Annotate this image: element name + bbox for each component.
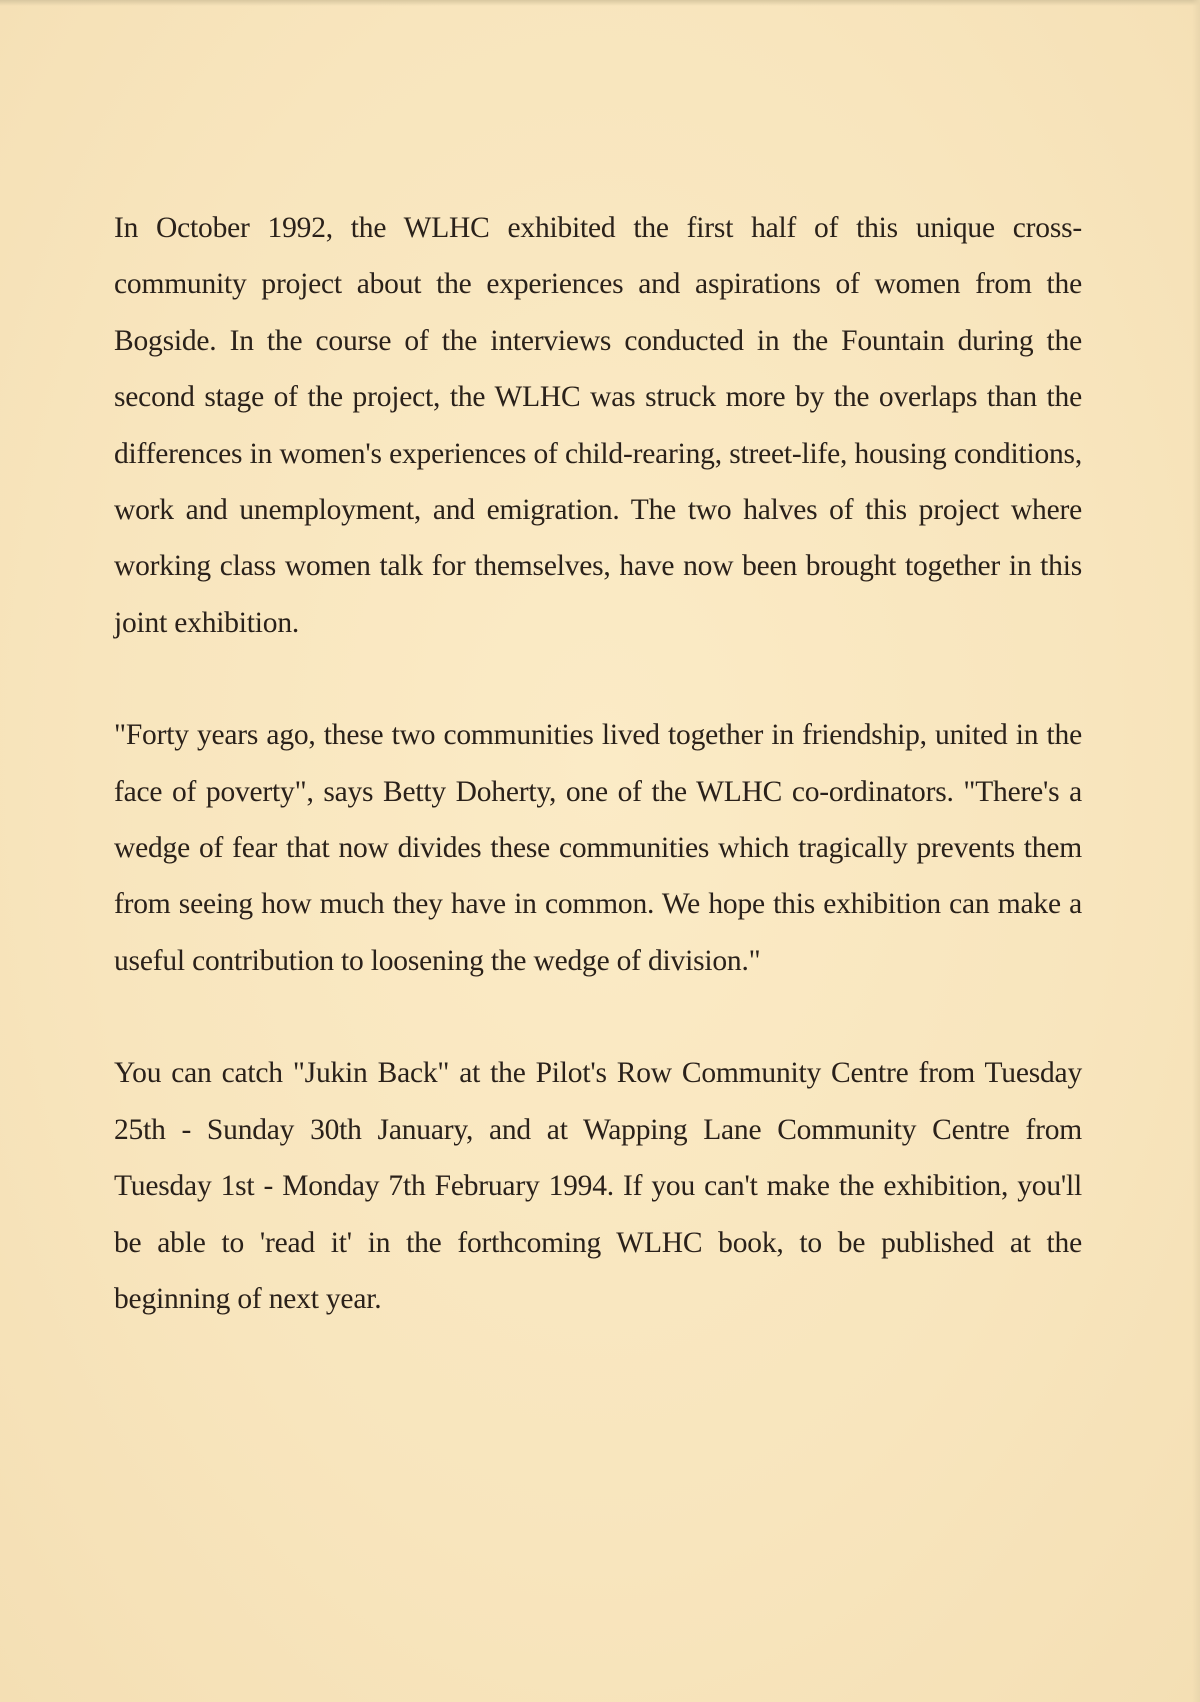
paper-top-edge (0, 0, 1200, 6)
paragraph-exhibition-intro: In October 1992, the WLHC exhibited the first half of this unique cross-community project about the experiences and aspirations of women from the Bogside. In the course of the interviews conducted in the Fountain during the second stage of the project, the WLHC was struck more by the overlaps than the differences in women's experiences of child-rearing, street-life, housing conditions, work and unemployment, and emigration. The two halves of this project where working class women talk for themselves, have now been brought together in this joint exhibition. (114, 212, 1082, 639)
paper-right-edge (1192, 0, 1200, 1702)
document-body (114, 200, 1082, 1327)
paragraph-quote-betty-doherty: "Forty years ago, these two communities lived together in friendship, united in the face of poverty", says Betty Doherty, one of the WLHC co-ordinators. "There's a wedge of fear that now divides these communities which tragically prevents them from seeing how much they have in common. We hope this exhibition can make a useful contribution to loosening the wedge of division." (114, 719, 1082, 977)
paragraph-exhibition-dates: You can catch "Jukin Back" at the Pilot's Row Community Centre from Tuesday 25th - Sunday 30th January, and at Wapping Lane Community Centre from Tuesday 1st - Monday 7th February 1994. If you can't make the exhibition, you'll be able to 'read it' in the forthcoming WLHC book, to be published at the beginning of next year. (114, 1057, 1082, 1315)
